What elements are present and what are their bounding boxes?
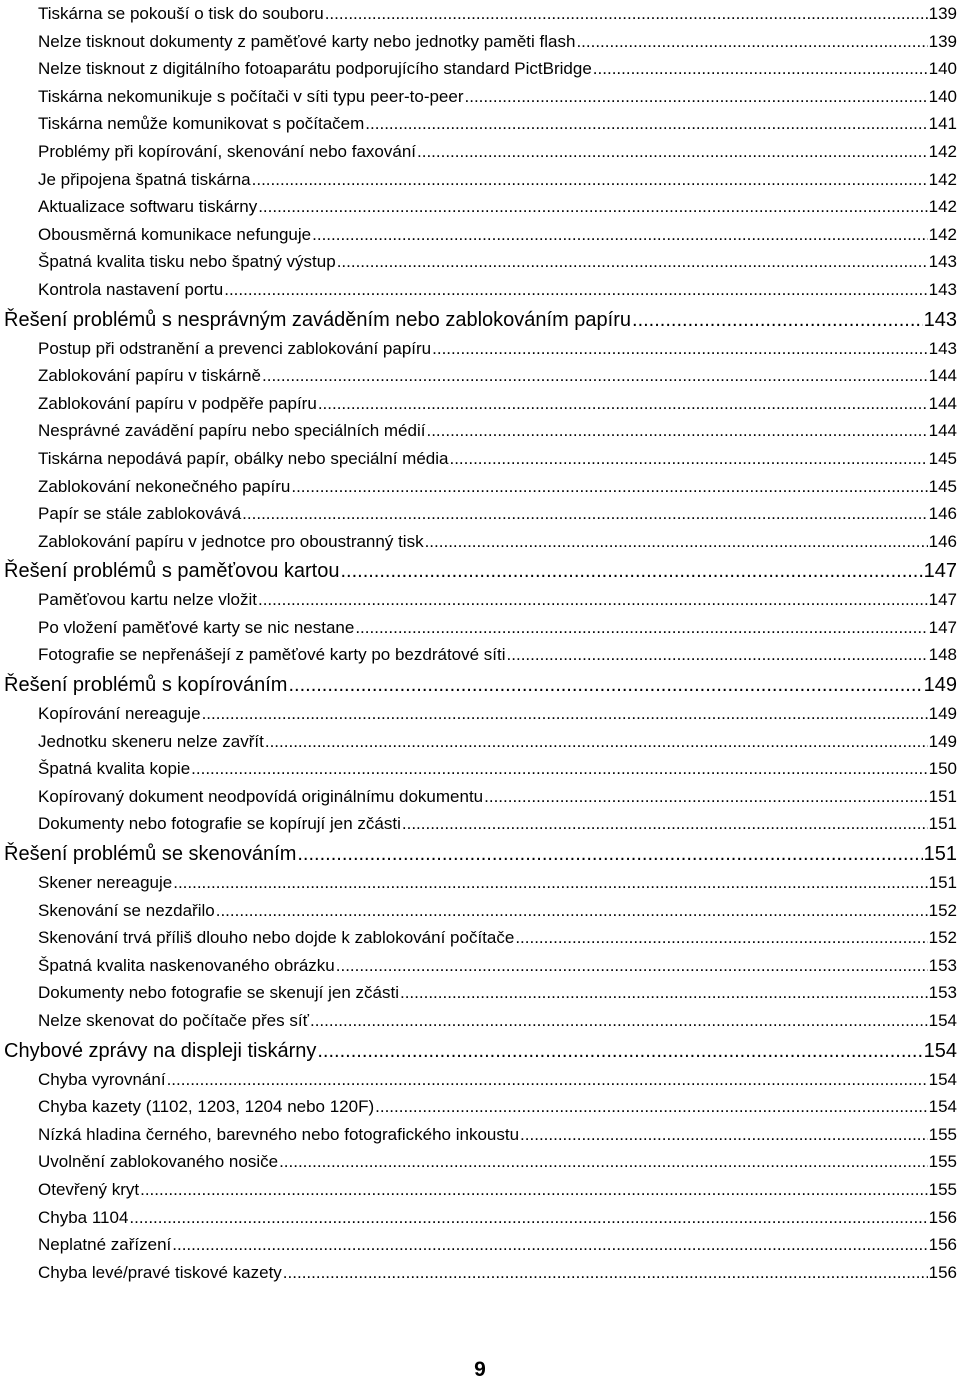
- toc-entry[interactable]: [0, 1093, 960, 1121]
- toc-entry-title: Kopírování nereaguje: [38, 704, 201, 724]
- toc-entry-page: 143: [928, 279, 957, 299]
- toc-entry[interactable]: [0, 473, 960, 501]
- toc-entry-page: 142: [928, 197, 957, 217]
- toc-entry[interactable]: [0, 586, 960, 614]
- toc-entry[interactable]: [0, 28, 960, 56]
- toc-entry-title: Nízká hladina černého, barevného nebo fotografického inkoustu: [38, 1124, 520, 1144]
- toc-entry-page: 152: [928, 928, 957, 948]
- toc-entry-title: Chyba levé/pravé tiskové kazety: [38, 1262, 282, 1282]
- dot-leader: [402, 810, 928, 838]
- toc-entry[interactable]: [0, 83, 960, 111]
- toc-entry[interactable]: [0, 979, 960, 1007]
- dot-leader: [515, 924, 927, 952]
- toc-entry-title: Obousměrná komunikace nefunguje: [38, 224, 312, 244]
- dot-leader: [202, 700, 928, 728]
- toc-entry-title: Řešení problémů s kopírováním: [4, 674, 288, 697]
- toc-entry-title: Chyba kazety (1102, 1203, 1204 nebo 120F): [38, 1097, 375, 1117]
- toc-entry[interactable]: [0, 110, 960, 138]
- toc-entry-title: Řešení problémů s paměťovou kartou: [4, 560, 340, 583]
- toc-entry[interactable]: [0, 221, 960, 249]
- toc-entry[interactable]: [0, 869, 960, 897]
- toc-entry[interactable]: [0, 614, 960, 642]
- dot-leader: [291, 473, 927, 501]
- dot-leader: [317, 1035, 922, 1066]
- toc-entry[interactable]: [0, 641, 960, 669]
- page-number: 9: [474, 1358, 486, 1381]
- toc-entry[interactable]: [0, 166, 960, 194]
- toc-entry-page: 155: [928, 1152, 957, 1172]
- dot-leader: [318, 390, 928, 418]
- toc-entry-page: 147: [923, 560, 957, 583]
- toc-entry-title: Nelze skenovat do počítače přes síť: [38, 1011, 309, 1030]
- dot-leader: [224, 276, 927, 304]
- toc-entry[interactable]: [0, 276, 960, 304]
- toc-entry[interactable]: [0, 0, 960, 28]
- dot-leader: [242, 500, 927, 528]
- dot-leader: [449, 445, 927, 473]
- dot-leader: [191, 755, 927, 783]
- toc-entry-title: Zablokování papíru v podpěře papíru: [38, 393, 317, 413]
- toc-entry-title: Tiskárna nepodává papír, obálky nebo speciální média: [38, 448, 449, 468]
- toc-entry[interactable]: [0, 924, 960, 952]
- toc-entry[interactable]: [0, 445, 960, 473]
- toc-entry[interactable]: [0, 138, 960, 166]
- toc-entry-title: Chybové zprávy na displeji tiskárny: [4, 1039, 317, 1062]
- toc-entry[interactable]: [0, 1007, 960, 1035]
- dot-leader: [297, 838, 922, 869]
- toc-entry-title: Problémy při kopírování, skenování nebo faxování: [38, 141, 416, 161]
- toc-entry-page: 151: [928, 873, 957, 893]
- toc-entry-title: Kontrola nastavení portu: [38, 279, 224, 299]
- toc-entry-title: Po vložení paměťové karty se nic nestane: [38, 617, 355, 637]
- toc-entry[interactable]: [0, 1259, 960, 1287]
- toc-entry-title: Chyba vyrovnání: [38, 1069, 166, 1089]
- toc-entry-title: Nesprávné zavádění papíru nebo speciálních médií: [38, 421, 426, 441]
- toc-entry[interactable]: [0, 500, 960, 528]
- dot-leader: [283, 1259, 928, 1287]
- toc-entry-title: Zablokování papíru v tiskárně: [38, 366, 262, 386]
- dot-leader: [172, 1231, 927, 1259]
- toc-entry-title: Zablokování nekonečného papíru: [38, 476, 291, 496]
- toc-entry-title: Skener nereaguje: [38, 873, 173, 893]
- dot-leader: [336, 952, 928, 980]
- dot-leader: [258, 586, 928, 614]
- dot-leader: [507, 641, 928, 669]
- toc-entry[interactable]: [0, 783, 960, 811]
- toc-entry-page: 156: [928, 1235, 957, 1255]
- toc-entry-page: 143: [923, 308, 957, 331]
- dot-leader: [520, 1121, 928, 1149]
- dot-leader: [426, 417, 927, 445]
- toc-entry-title: Řešení problémů s nesprávným zaváděním nebo zablokováním papíru: [4, 308, 632, 331]
- dot-leader: [262, 362, 928, 390]
- toc-entry-title: Špatná kvalita kopie: [38, 759, 191, 779]
- dot-leader: [140, 1176, 928, 1204]
- toc-entry-page: 142: [928, 224, 957, 244]
- toc-entry-title: Nelze tisknout dokumenty z paměťové karty nebo jednotky paměti flash: [38, 31, 576, 51]
- dot-leader: [484, 783, 928, 811]
- toc-entry[interactable]: [0, 1204, 960, 1232]
- dot-leader: [593, 55, 928, 83]
- dot-leader: [340, 555, 922, 586]
- toc-entry[interactable]: [0, 1176, 960, 1204]
- toc-entry-page: 153: [928, 983, 957, 1003]
- toc-entry-title: Chyba 1104: [38, 1207, 129, 1227]
- toc-entry-page: 144: [928, 393, 957, 413]
- toc-entry[interactable]: [0, 1121, 960, 1149]
- toc-entry[interactable]: [0, 728, 960, 756]
- toc-entry-page: 143: [928, 338, 957, 358]
- toc-entry[interactable]: [0, 1148, 960, 1176]
- toc-entry-title: Postup při odstranění a prevenci zablokování papíru: [38, 338, 432, 358]
- toc-entry-page: 140: [928, 86, 957, 106]
- dot-leader: [365, 110, 927, 138]
- toc-entry[interactable]: [0, 810, 960, 838]
- toc-entry-page: 140: [928, 59, 957, 79]
- toc-entry-page: 142: [928, 169, 957, 189]
- dot-leader: [432, 335, 927, 363]
- toc-section-entry[interactable]: [0, 555, 960, 586]
- toc-entry-page: 144: [928, 421, 957, 441]
- toc-entry-title: Dokumenty nebo fotografie se skenují jen zčásti: [38, 983, 399, 1003]
- toc-entry-page: 147: [928, 617, 957, 637]
- dot-leader: [216, 897, 928, 925]
- dot-leader: [337, 248, 928, 276]
- toc-entry-page: 154: [923, 1039, 957, 1062]
- toc-entry-page: 155: [928, 1179, 957, 1199]
- toc-section-entry[interactable]: [0, 304, 960, 335]
- dot-leader: [400, 979, 928, 1007]
- toc-entry-title: Špatná kvalita tisku nebo špatný výstup: [38, 252, 336, 272]
- toc-entry-title: Skenování trvá příliš dlouho nebo dojde k zablokování počítače: [38, 928, 515, 948]
- dot-leader: [632, 304, 923, 335]
- dot-leader: [288, 669, 922, 700]
- toc-entry-title: Skenování se nezdařilo: [38, 900, 215, 920]
- toc-entry-title: Kopírovaný dokument neodpovídá originálnímu dokumentu: [38, 786, 484, 806]
- toc-entry[interactable]: [0, 193, 960, 221]
- toc-entry-title: Fotografie se nepřenášejí z paměťové karty po bezdrátové síti: [38, 645, 506, 665]
- toc-entry-title: Zablokování papíru v jednotce pro oboustranný tisk: [38, 531, 424, 551]
- toc-entry-page: 147: [928, 590, 957, 610]
- toc-entry-page: 155: [928, 1124, 957, 1144]
- toc-entry-page: 146: [928, 504, 957, 524]
- dot-leader: [265, 728, 928, 756]
- toc-entry[interactable]: [0, 1066, 960, 1094]
- toc-entry-title: Je připojena špatná tiskárna: [38, 169, 251, 189]
- toc-entry-page: 146: [928, 531, 957, 551]
- toc-entry-page: 151: [923, 843, 957, 866]
- toc-entry-title: Aktualizace softwaru tiskárny: [38, 197, 258, 217]
- toc-entry[interactable]: [0, 1231, 960, 1259]
- toc-entry-page: 139: [928, 31, 957, 51]
- toc-entry-title: Neplatné zařízení: [38, 1235, 172, 1255]
- dot-leader: [252, 166, 928, 194]
- toc-entry-title: Tiskárna nemůže komunikovat s počítačem: [38, 114, 365, 134]
- toc-entry-title: Papír se stále zablokovává: [38, 504, 242, 524]
- toc-entry-page: 156: [928, 1207, 957, 1227]
- toc-entry[interactable]: [0, 700, 960, 728]
- dot-leader: [576, 28, 927, 56]
- toc-entry-title: Dokumenty nebo fotografie se kopírují jen zčásti: [38, 814, 401, 834]
- toc-entry[interactable]: [0, 390, 960, 418]
- toc-entry-page: 149: [923, 674, 957, 697]
- toc-section-entry[interactable]: [0, 838, 960, 869]
- toc-entry-page: 151: [928, 814, 957, 834]
- toc-section-entry[interactable]: [0, 1035, 960, 1066]
- toc-entry-page: 148: [928, 645, 957, 665]
- toc-entry-page: 145: [928, 448, 957, 468]
- toc-entry-title: Otevřený kryt: [38, 1179, 140, 1199]
- dot-leader: [173, 869, 927, 897]
- dot-leader: [375, 1093, 927, 1121]
- toc-entry-page: 156: [928, 1262, 957, 1282]
- toc-entry-page: 142: [928, 141, 957, 161]
- toc-entry-title: Paměťovou kartu nelze vložit: [38, 590, 257, 610]
- dot-leader: [279, 1148, 928, 1176]
- toc-entry-title: Jednotku skeneru nelze zavřít: [38, 731, 264, 751]
- toc-entry-page: 149: [928, 704, 957, 724]
- dot-leader: [129, 1204, 927, 1232]
- toc-entry-title: Špatná kvalita naskenovaného obrázku: [38, 955, 335, 975]
- toc-entry-page: 143: [928, 252, 957, 272]
- toc-entry-page: 145: [928, 476, 957, 496]
- dot-leader: [355, 614, 927, 642]
- toc-entry-title: Tiskárna se pokouší o tisk do souboru: [38, 4, 324, 23]
- toc-entry-title: Uvolnění zablokovaného nosiče: [38, 1152, 279, 1172]
- toc-entry-title: Nelze tisknout z digitálního fotoaparátu podporujícího standard PictBridge: [38, 59, 592, 79]
- toc-entry-page: 154: [928, 1097, 957, 1117]
- toc-entry-page: 154: [928, 1069, 957, 1089]
- toc-entry-page: 149: [928, 731, 957, 751]
- toc-section-entry[interactable]: [0, 669, 960, 700]
- dot-leader: [167, 1066, 928, 1094]
- dot-leader: [417, 138, 928, 166]
- dot-leader: [312, 221, 928, 249]
- toc-entry-title: Tiskárna nekomunikuje s počítači v síti typu peer-to-peer: [38, 86, 464, 106]
- toc-entry-title: Řešení problémů se skenováním: [4, 843, 297, 866]
- toc-entry-page: 153: [928, 955, 957, 975]
- toc-entry-page: 141: [928, 114, 957, 134]
- toc-entry-page: 144: [928, 366, 957, 386]
- dot-leader: [465, 83, 928, 111]
- toc-entry[interactable]: [0, 362, 960, 390]
- toc-entry[interactable]: [0, 952, 960, 980]
- toc-entry-page: 150: [928, 759, 957, 779]
- toc-entry-page: 151: [928, 786, 957, 806]
- toc-entry-page: 154: [928, 1011, 957, 1030]
- toc-entry[interactable]: [0, 417, 960, 445]
- toc-entry-page: 152: [928, 900, 957, 920]
- dot-leader: [310, 1007, 928, 1035]
- toc-entry[interactable]: [0, 755, 960, 783]
- toc-entry[interactable]: [0, 248, 960, 276]
- dot-leader: [258, 193, 927, 221]
- toc-entry[interactable]: [0, 335, 960, 363]
- toc-entry[interactable]: [0, 55, 960, 83]
- dot-leader: [425, 528, 928, 556]
- toc-entry[interactable]: [0, 897, 960, 925]
- toc-entry-page: 139: [928, 4, 957, 23]
- toc-entry[interactable]: [0, 528, 960, 556]
- dot-leader: [325, 0, 928, 28]
